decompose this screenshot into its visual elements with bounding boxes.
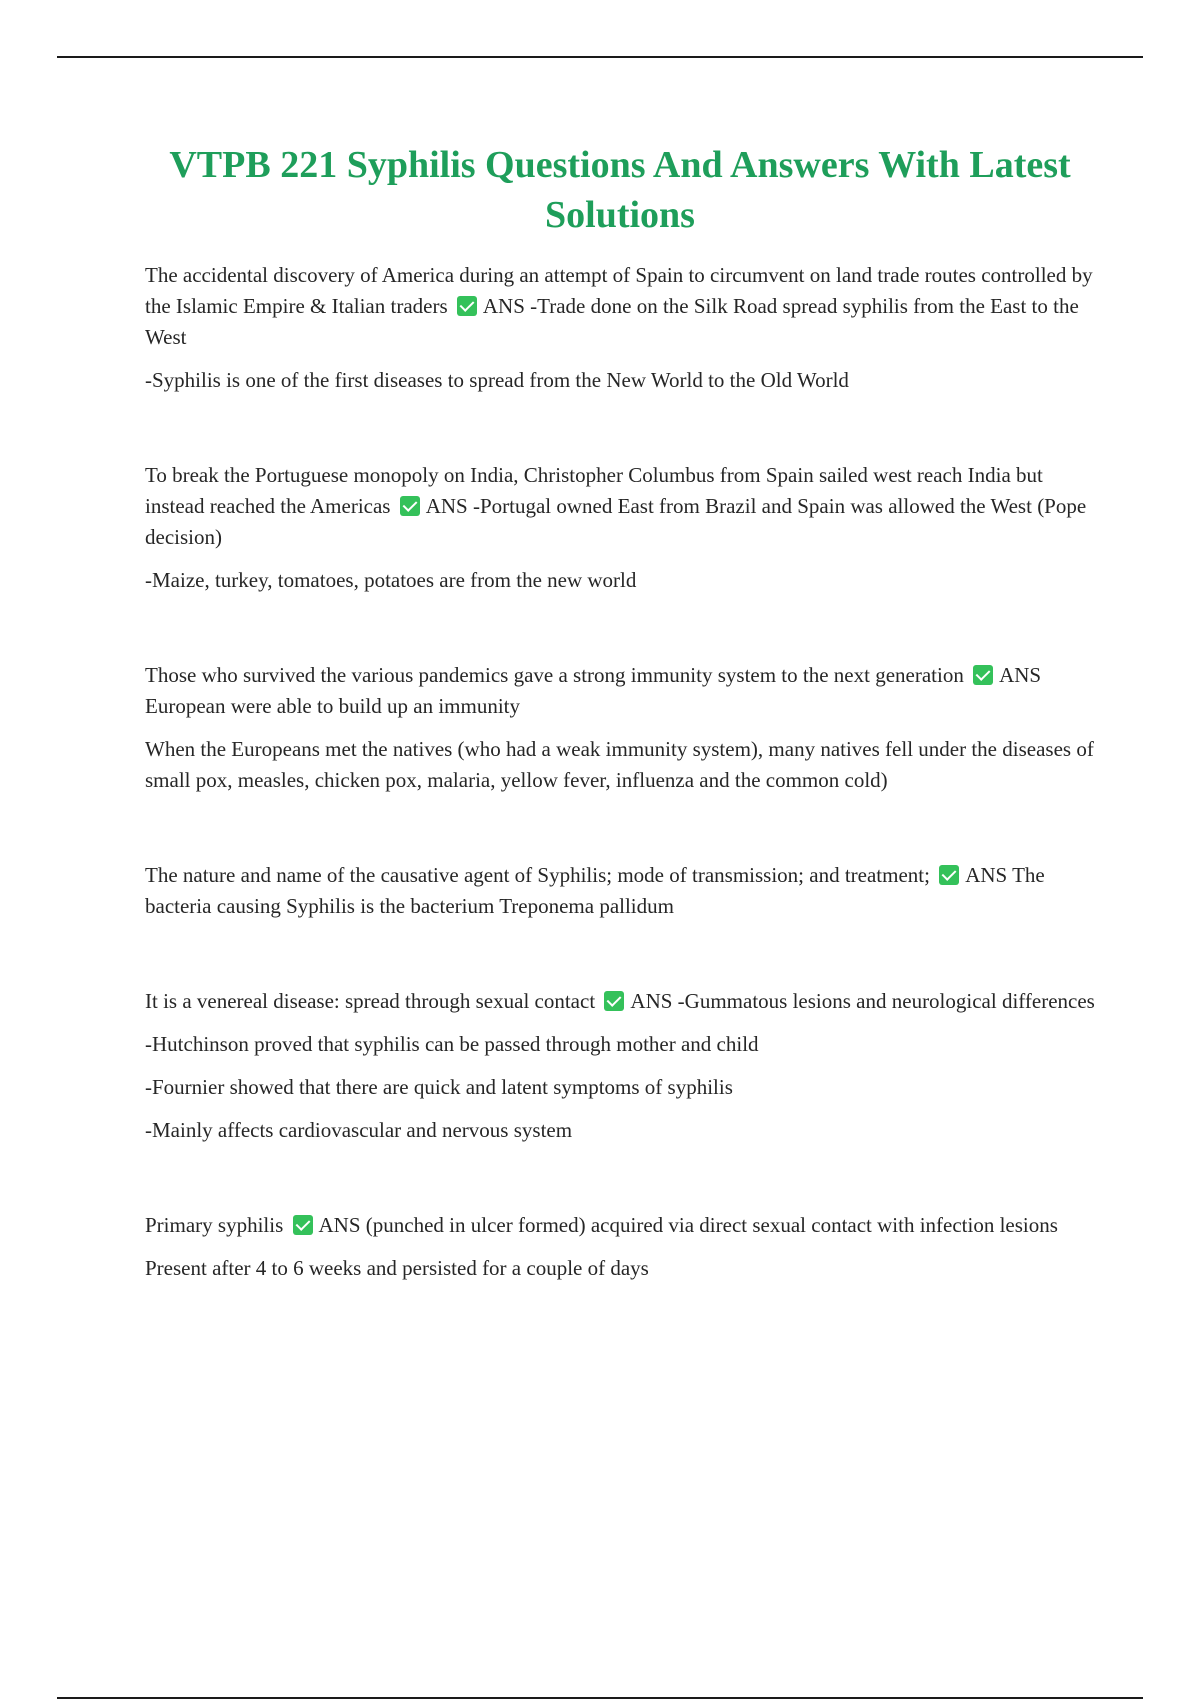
- top-rule: [57, 56, 1143, 58]
- answer-text: ANS -Portugal owned East from Brazil and Spain was allowed the West (Pope decision): [145, 494, 1087, 549]
- check-box-icon: [457, 296, 477, 316]
- qa-question-answer: [145, 860, 1095, 922]
- check-box-icon: [939, 865, 959, 885]
- answer-note: Present after 4 to 6 weeks and persisted for a couple of days: [145, 1256, 649, 1280]
- qa-question-answer: [145, 460, 1095, 553]
- question-text: Primary syphilis: [145, 1213, 284, 1237]
- question-text: To break the Portuguese monopoly on India, Christopher Columbus from Spain sailed west reach India but instead reached the Americas: [145, 463, 1043, 518]
- qa-question-answer: [145, 260, 1095, 353]
- qa-item-2: [145, 460, 1095, 596]
- question-text: Those who survived the various pandemics gave a strong immunity system to the next generation: [145, 663, 964, 687]
- answer-text: ANS (punched in ulcer formed) acquired via direct sexual contact with infection lesions: [318, 1213, 1058, 1237]
- qa-item-4: [145, 860, 1095, 922]
- qa-question-answer: [145, 1210, 1095, 1241]
- qa-item-6: [145, 1210, 1095, 1284]
- answer-note: -Maize, turkey, tomatoes, potatoes are from the new world: [145, 568, 637, 592]
- document-title: VTPB 221 Syphilis Questions And Answers With Latest Solutions: [169, 144, 1071, 236]
- answer-note: -Syphilis is one of the first diseases to spread from the New World to the Old World: [145, 368, 849, 392]
- check-box-icon: [400, 496, 420, 516]
- question-text: The accidental discovery of America during an attempt of Spain to circumvent on land trade routes controlled by the Islamic Empire & Italian traders: [145, 263, 1093, 318]
- qa-item-5: [145, 986, 1095, 1146]
- answer-text: ANS The bacteria causing Syphilis is the bacterium Treponema pallidum: [145, 863, 1045, 918]
- qa-item-3: [145, 660, 1095, 796]
- answer-text: ANS -Gummatous lesions and neurological differences: [630, 989, 1095, 1013]
- answer-note: -Mainly affects cardiovascular and nervous system: [145, 1118, 573, 1142]
- answer-text: ANS -Trade done on the Silk Road spread syphilis from the East to the West: [145, 294, 1079, 349]
- check-box-icon: [293, 1215, 313, 1235]
- question-text: It is a venereal disease: spread through sexual contact: [145, 989, 596, 1013]
- check-box-icon: [973, 665, 993, 685]
- answer-note: -Fournier showed that there are quick and latent symptoms of syphilis: [145, 1075, 733, 1099]
- answer-note: When the Europeans met the natives (who had a weak immunity system), many natives fell under the diseases of small pox, measles, chicken pox, malaria, yellow fever, influenza and the common cold): [145, 737, 1094, 792]
- bottom-rule: [57, 1697, 1143, 1699]
- check-box-icon: [604, 991, 624, 1011]
- answer-text: ANS European were able to build up an immunity: [145, 663, 1042, 718]
- qa-item-1: [145, 260, 1095, 396]
- answer-note: -Hutchinson proved that syphilis can be passed through mother and child: [145, 1032, 759, 1056]
- qa-question-answer: [145, 660, 1095, 722]
- document-page: [145, 140, 1095, 1348]
- qa-question-answer: [145, 986, 1095, 1017]
- question-text: The nature and name of the causative agent of Syphilis; mode of transmission; and treatment;: [145, 863, 930, 887]
